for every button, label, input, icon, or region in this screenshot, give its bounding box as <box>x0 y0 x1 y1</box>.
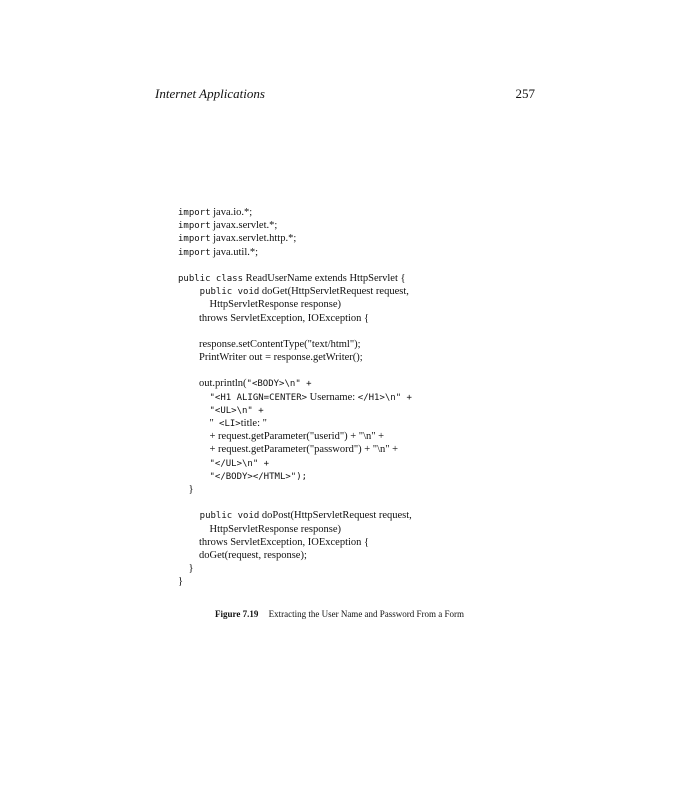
code-line <box>178 219 508 232</box>
code-text-segment: java.util.*; <box>210 246 259 258</box>
code-line <box>178 377 508 390</box>
code-line <box>178 562 508 575</box>
code-keyword-segment: public void <box>178 511 260 522</box>
code-line <box>178 417 508 430</box>
code-text-segment: PrintWriter out = response.getWriter(); <box>178 352 363 364</box>
code-keyword-segment: "<UL>\n" + <box>209 405 264 416</box>
code-text-segment: Username: <box>307 391 358 403</box>
code-text-segment <box>178 458 210 469</box>
code-blank-line <box>178 496 508 509</box>
code-line <box>178 272 508 285</box>
code-text-segment: + request.getParameter("userid") + "\n" + <box>178 431 385 443</box>
code-line <box>178 232 508 245</box>
code-line <box>178 523 508 536</box>
code-line <box>178 246 508 259</box>
code-text-segment: " <box>178 418 220 429</box>
code-keyword-segment: "<BODY>\n" + <box>246 379 312 390</box>
code-keyword-segment: public class <box>178 273 244 284</box>
code-group-doget-println <box>178 377 508 483</box>
code-text-segment: doPost(HttpServletRequest request, <box>259 510 412 522</box>
code-text-segment: throws ServletException, IOException { <box>178 536 370 548</box>
code-line <box>178 285 508 298</box>
code-line <box>178 575 508 588</box>
code-group-doget-close <box>178 483 508 496</box>
code-text-segment: } <box>178 483 194 495</box>
code-line <box>178 509 508 522</box>
running-header-title: Internet Applications <box>155 86 265 101</box>
code-text-segment: javax.servlet.http.*; <box>210 233 297 245</box>
code-keyword-segment: import <box>178 221 211 232</box>
code-line <box>178 430 508 443</box>
code-keyword-segment: public void <box>178 287 260 298</box>
figure-caption-text: Extracting the User Name and Password From a Form <box>268 609 465 619</box>
code-keyword-segment: "<H1 ALIGN=CENTER> <box>209 392 308 403</box>
code-keyword-segment: import <box>178 208 211 218</box>
code-group-imports <box>178 206 508 259</box>
code-text-segment <box>178 392 210 403</box>
code-line <box>178 470 508 483</box>
figure-caption <box>215 609 464 619</box>
code-keyword-segment: import <box>178 234 211 245</box>
code-text-segment: doGet(request, response); <box>178 549 307 561</box>
code-group-doget-setup <box>178 338 508 364</box>
code-keyword-segment: </H1>\n" + <box>357 392 412 403</box>
page-number: 257 <box>515 86 535 101</box>
code-group-dopost <box>178 509 508 575</box>
code-text-segment: HttpServletResponse response) <box>178 523 342 535</box>
code-text-segment: javax.servlet.*; <box>210 220 278 232</box>
code-line <box>178 404 508 417</box>
figure-caption-label: Figure 7.19 <box>215 609 259 619</box>
code-text-segment: ReadUserName extends HttpServlet { <box>243 272 406 284</box>
code-line <box>178 351 508 364</box>
code-group-doget-signature <box>178 285 508 325</box>
code-line <box>178 312 508 325</box>
code-text-segment <box>178 471 210 482</box>
code-line <box>178 338 508 351</box>
code-text-segment: out.println( <box>178 378 247 390</box>
code-line <box>178 206 508 219</box>
code-blank-line <box>178 364 508 377</box>
running-header <box>155 86 535 104</box>
code-text-segment: throws ServletException, IOException { <box>178 312 370 324</box>
code-line <box>178 443 508 456</box>
code-text-segment: java.io.*; <box>210 207 253 218</box>
code-line <box>178 483 508 496</box>
code-line <box>178 549 508 562</box>
code-group-class-close <box>178 575 508 588</box>
code-keyword-segment: <LI> <box>219 419 241 429</box>
code-text-segment: HttpServletResponse response) <box>178 299 342 311</box>
code-blank-line <box>178 259 508 272</box>
code-group-class-declaration <box>178 272 508 285</box>
code-line <box>178 391 508 404</box>
code-text-segment <box>178 405 210 416</box>
code-line <box>178 298 508 311</box>
code-keyword-segment: "</UL>\n" + <box>209 458 270 469</box>
code-text-segment: + request.getParameter("password") + "\n" + <box>178 444 399 456</box>
code-text-segment: title: " <box>240 418 267 429</box>
code-text-segment: } <box>178 563 194 575</box>
code-line <box>178 457 508 470</box>
code-text-segment: } <box>178 576 184 588</box>
code-text-segment: response.setContentType("text/html"); <box>178 338 361 350</box>
code-keyword-segment: "</BODY></HTML>"); <box>209 471 308 482</box>
code-blank-line <box>178 325 508 338</box>
code-text-segment: doGet(HttpServletRequest request, <box>259 286 409 298</box>
code-line <box>178 536 508 549</box>
code-listing <box>178 206 508 588</box>
code-keyword-segment: import <box>178 247 211 258</box>
